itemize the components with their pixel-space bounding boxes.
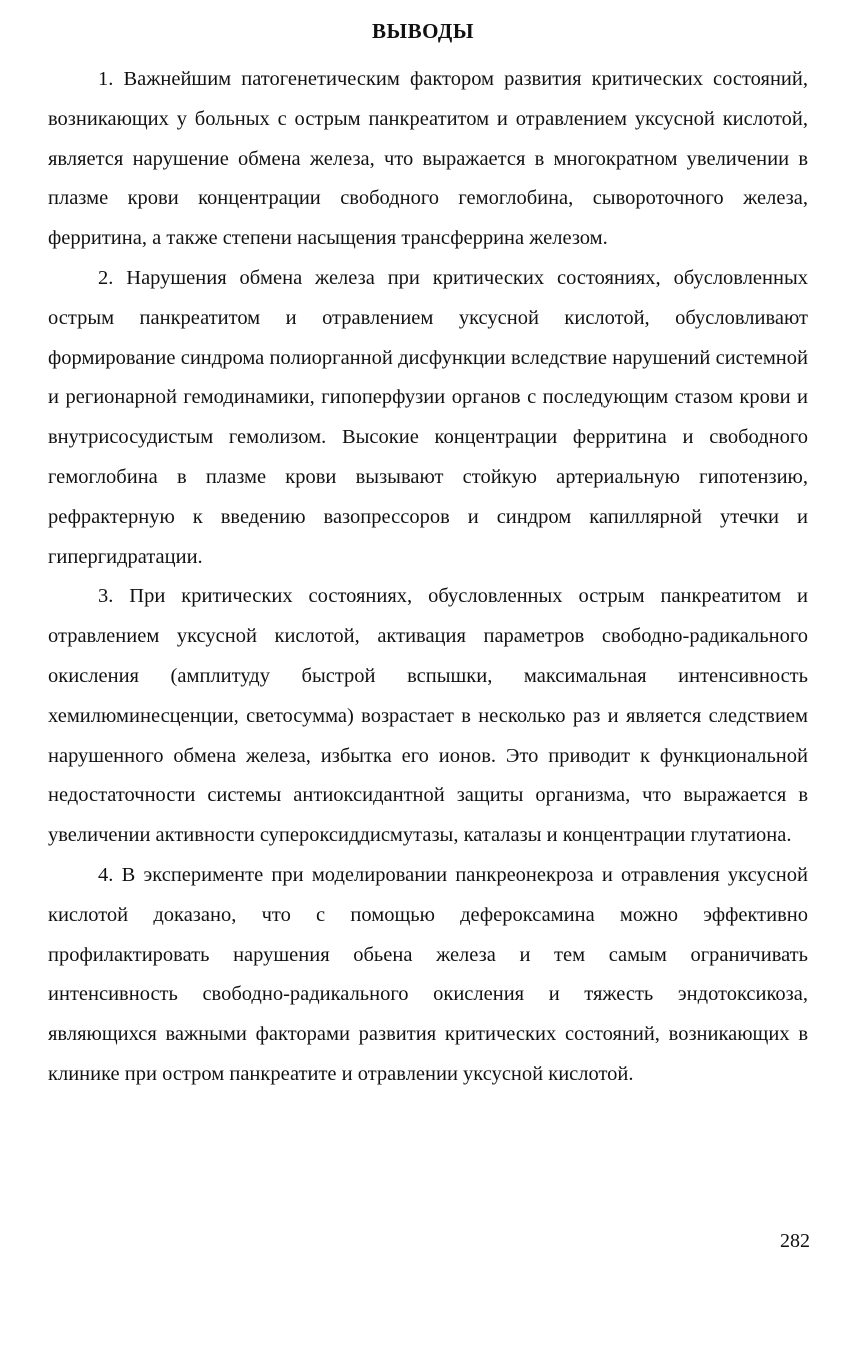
conclusion-paragraph-2: 2. Нарушения обмена железа при критических состояниях, обусловленных острым панкреатитом и отравлением уксусной кислотой, обусловливают формирование синдрома полиорганной дисфункции вследствие нарушений системной и регионарной гемодинамики, гипоперфузии органов с последующим стазом крови и внутрисосудистым гемолизом. Высокие концентрации ферритина и свободного гемоглобина в плазме крови вызывают стойкую артериальную гипотензию, рефрактерную к введению вазопрессоров и синдром капиллярной утечки и гипергидратации. bbox=[48, 266, 808, 568]
page-title: ВЫВОДЫ bbox=[372, 19, 474, 43]
conclusion-paragraph-1: 1. Важнейшим патогенетическим фактором развития критических состояний, возникающих у больных с острым панкреатитом и отравлением уксусной кислотой, является нарушение обмена железа, что выражается в многократном увеличении в плазме крови концентрации свободного гемоглобина, сывороточного железа, ферритина, а также степени насыщения трансферрина железом. bbox=[48, 68, 808, 250]
conclusions-body bbox=[48, 60, 808, 1095]
conclusion-paragraph-4: 4. В эксперименте при моделировании панкреонекроза и отравления уксусной кислотой доказано, что с помощью дефероксамина можно эффективно профилактировать нарушения обьена железа и тем самым ограничивать интенсивность свободно-радикального окисления и тяжесть эндотоксикоза, являющихся важными факторами развития критических состояний, возникающих в клинике при остром панкреатите и отравлении уксусной кислотой. bbox=[48, 863, 808, 1085]
page-number: 282 bbox=[780, 1230, 810, 1252]
conclusion-paragraph-3: 3. При критических состояниях, обусловленных острым панкреатитом и отравлением уксусной кислотой, активация параметров свободно-радикального окисления (амплитуду быстрой вспышки, максимальная интенсивность хемилюминесценции, светосумма) возрастает в несколько раз и является следствием нарушенного обмена железа, избытка его ионов. Это приводит к функциональной недостаточности системы антиоксидантной защиты организма, что выражается в увеличении активности супероксиддисмутазы, каталазы и концентрации глутатиона. bbox=[48, 585, 808, 847]
